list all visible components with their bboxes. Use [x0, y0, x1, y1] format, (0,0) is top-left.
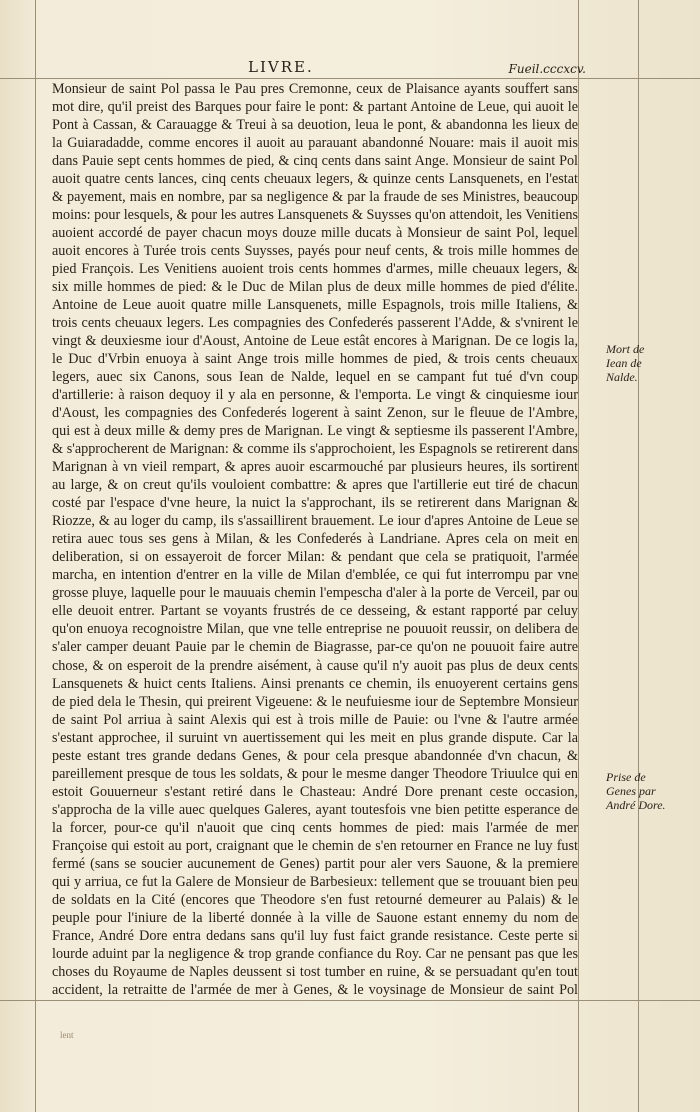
marginal-note-nalde: Mort de Iean de Nalde.: [606, 342, 645, 384]
running-header: [38, 58, 586, 80]
page-title: LIVRE.: [248, 58, 314, 76]
main-text-block: [52, 80, 578, 1000]
marginal-note-genes: Prise de Genes par André Dore.: [606, 770, 666, 812]
gutter-rule: [578, 0, 579, 1112]
footer-rule: [0, 1000, 700, 1001]
body-paragraph: Monsieur de saint Pol passa le Pau pres Cremonne, ceux de Plaisance ayants souffert sans mot dire, qu'il preist des Barques pour faire le pont: & partant Antoine de Leue, qui auoit le Pont à Cassan, & Carauagge & Treui à sa deuotion, leua le pont, & abandonna les lieux de la Guiaradadde, comme encores il auoit au parauant abandonné Nouare: mais il auoit mis dans Pauie sept cents hommes de pied, & cinq cents dans saint Ange. Monsieur de saint Pol auoit quatre cents lances, cinq cents cheuaux legers, & quinze cents Lansquenets, en l'estat & payement, mais en nombre, par sa negligence & par la fraude de ses Ministres, beaucoup moins: pour lesquels, & pour les autres Lansquenets & Suysses qu'on attendoit, les Venitiens auoient accordé de payer chacun moys douze mille ducats à Monsieur de saint Pol, lequel auoit encores à Turée trois cents Suysses, payés pour neuf cents, & trois mille hommes de pied François. Les Venitiens auoient trois cents hommes d'armes, mille cheuaux legers, & six mille hommes de pied: & le Duc de Milan plus de deux mille hommes de pied d'élite. Antoine de Leue auoit quatre mille Lansquenets, mille Espagnols, trois mille Italiens, & trois cents cheuaux legers. Les compagnies des Confederés passerent l'Adde, & s'vnirent le vingt & deuxiesme iour d'Aoust, Antoine de Leue estât encores à Marignan. De ce logis la, le Duc d'Vrbin enuoya à saint Ange trois mille hommes de pied, & trois cents cheuaux legers, auec six Canons, sous Iean de Nalde, lequel en se campant fut tué d'vn coup d'artillerie: à raison dequoy il y ala en personne, & l'emporta. Le vingt & cinquiesme iour d'Aoust, les compagnies des Confederés logerent à saint Zenon, sur le fleuue de l'Ambre, qui est à deux mille & demy pres de Marignan. Le vingt & septiesme ils passerent l'Ambre, & s'approcherent de Marignan: & comme ils s'approchoient, les Espagnols se retirerent dans Marignan à vn vieil rempart, & apres auoir escarmouché par plusieurs heures, ils sortirent au large, & on creut qu'ils vouloient combattre: & apres que l'artillerie eut tiré de chacun costé par l'espace d'vne heure, la nuict la s'approchant, ils se retirerent dans Marignan & Riozze, & au loger du camp, ils s'assaillirent brauement. Le iour d'apres Antoine de Leue se retira auec tous ses gens à Milan, & les Confederés à Landriane. Apres cela on meit en deliberation, si on essayeroit de forcer Milan: & pendant que cela se pratiquoit, l'armée marcha, en intention d'entrer en la ville de Milan d'emblée, ce qui fut interrompu par vne grosse pluye, laquelle pour le mauuais chemin l'empescha d'aler à la porte de Verceil, par ou elle deuoit entrer. Partant se voyants frustrés de ce desseing, & estant rapporté par celuy qu'on enuoya recognoistre Milan, que vne telle entreprise ne pouuoit reussir, on delibera de s'aler camper deuant Pauie par le chemin de Biagrasse, par-ce qu'on ne pouuoit faire autre chose, & on esperoit de la prendre aisément, à cause qu'il n'y auoit pas plus de deux cents Lansquenets & huict cents Italiens. Ainsi prenants ce chemin, ils enuoyerent certains gens de pied dela le Thesin, qui preirent Vigeuene: & le neufuiesme iour de Septembre Monsieur de saint Pol arriua à saint Alexis qui est à trois mille de Pauie: ou l'vne & l'autre armée s'estant approchee, il suruint vn auertissement qui les meit en plus grande dispute. Car la peste estant tres grande dedans Genes, & pour cela presque abandonnée d'vn chacun, & pareillement presque de tous les soldats, & pour le mesme danger Theodore Triuulce qui en estoit Gouuerneur s'estant retiré dans le Chasteau: André Dore prenant ceste occasion, s'approcha de la ville auec quelques Galeres, ayant toutesfois vne bien petitte esperance de la forcer, pour-ce qu'il n'auoit que cinq cents hommes de pied: mais l'armée de mer Françoise qui estoit au port, craignant que le chemin de s'en retourner en France ne luy fust fermé (sans se soucier aucunement de Genes) partit pour aler vers Sauone, & la premiere qui y arriua, ce fut la Galere de Monsieur de Barbesieux: tellement que se trouuant bien peu de soldats en la Cité (encores que Theodore s'en fust retourné demeurer au Palais) & le peuple pour l'iniure de la liberté donnée à la ville de Sauone estant ennemy du nom de France, André Dore entra dedans sans qu'il luy fust faict grande resistance. Ceste perte si lourde aduint par la negligence & trop grande confiance du Roy. Car ne pensant pas que les choses du Royaume de Naples deussent si tost tumber en ruine, & se persuadant qu'en tout accident, la retraitte de l'armée de mer à Genes, & le voysinage de Monsieur de saint Pol: [52, 81, 578, 998]
catchword: lent: [60, 1030, 74, 1040]
folio-number: Fueil.cccxcv.: [508, 62, 586, 76]
right-margin-rule: [638, 0, 639, 1112]
left-margin-rule: [35, 0, 36, 1112]
